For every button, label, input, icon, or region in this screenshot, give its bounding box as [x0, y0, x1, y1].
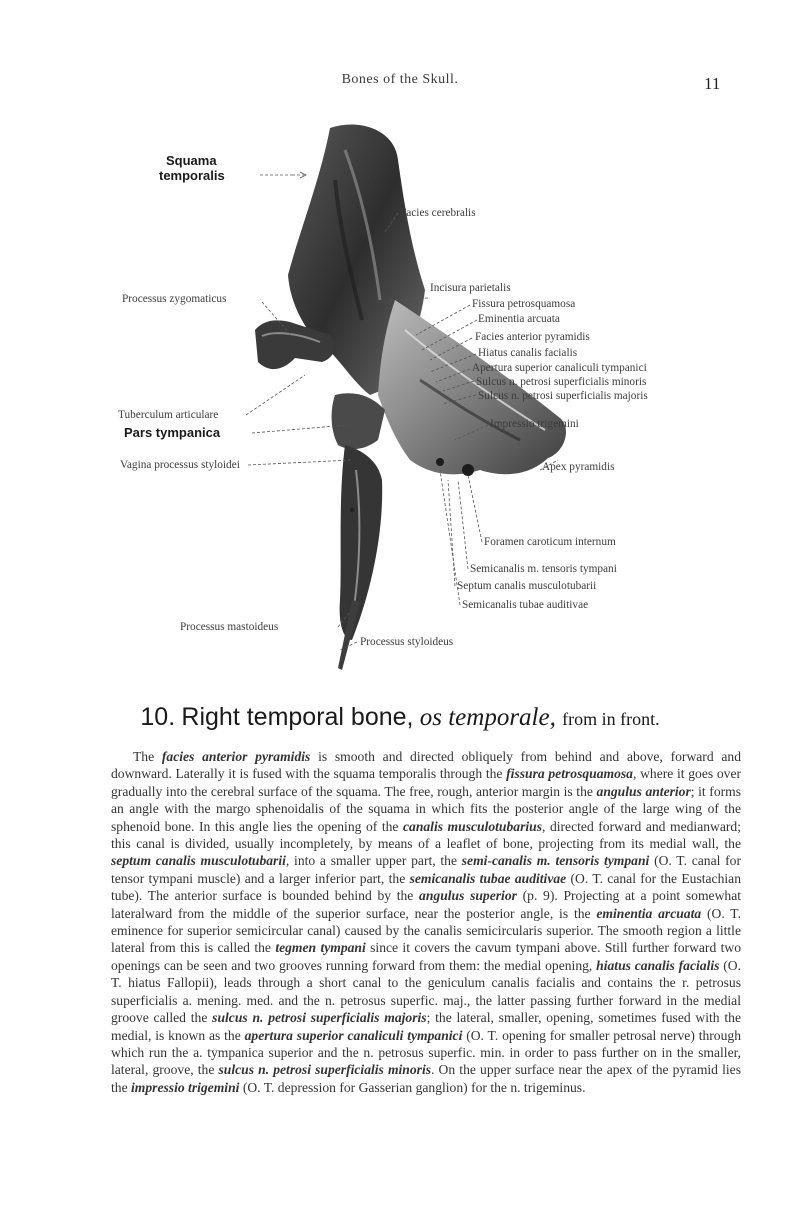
- term-sulcus-minoris: sulcus n. petrosi superficialis minoris: [218, 1062, 432, 1078]
- term-apertura-superior: apertura superior canaliculi tympanici: [244, 1027, 463, 1043]
- term-eminentia-arcuata: eminentia arcuata: [596, 905, 702, 921]
- term-sulcus-majoris: sulcus n. petrosi superficialis majoris: [212, 1010, 427, 1026]
- mastoid-process-shape: [340, 445, 383, 640]
- term-impressio-trigemini: impressio trigemini: [131, 1079, 240, 1095]
- label-hiatus: Hiatus canalis facialis: [478, 347, 578, 359]
- label-semicanalis-tensoris: Semicanalis m. tensoris tympani: [470, 563, 617, 575]
- label-eminentia-arcuata: Eminentia arcuata: [478, 313, 560, 325]
- running-head: Bones of the Skull.: [341, 72, 459, 87]
- term-semicanalis-tubae: semicanalis tubae auditivae: [409, 870, 567, 886]
- label-sulcus-minoris: Sulcus n. petrosi superficialis minoris: [476, 376, 647, 388]
- term-hiatus-canalis-facialis: hiatus canalis facialis: [596, 957, 720, 973]
- caption-number: 10.: [140, 703, 176, 731]
- label-facies-cerebralis: Facies cerebralis: [400, 207, 476, 219]
- label-sulcus-majoris: Sulcus n. petrosi superficialis majoris: [478, 390, 648, 402]
- label-vagina: Vagina processus styloidei: [120, 459, 240, 471]
- label-apex: Apex pyramidis: [542, 461, 615, 473]
- label-foramen: Foramen caroticum internum: [484, 536, 616, 548]
- tympanic-part-shape: [332, 393, 385, 449]
- label-squama-line2: temporalis: [159, 168, 225, 183]
- term-canalis-musculotubarius: canalis musculotubarius: [402, 818, 543, 834]
- term-angulus-anterior: angulus anterior: [596, 783, 691, 799]
- label-impressio: Impressio trigemini: [490, 418, 579, 430]
- page-number: 11: [704, 74, 721, 93]
- body-paragraph: The facies anterior pyramidis is smooth and directed obliquely from behind and above, forward and downward. Laterally it is fused with the squama temporalis through the fissura petrosquamosa, where it goes over gradually into the cerebral surface of the squama. The free, rough, anterior margin is the angulus anterior; it forms an angle with the margo sphenoidalis of the squama in which fits the posterior angle of the large wing of the sphenoid bone. In this angle lies the opening of the canalis musculotubarius, directed forward and medianward; this canal is divided, usually incompletely, by means of a leaflet of bone, projecting from its medial wall, the septum canalis musculotubarii, into a smaller upper part, the semi-canalis m. tensoris tympani (O. T. canal for tensor tympani muscle) and a larger inferior part, the semicanalis tubae auditivae (O. T. canal for the Eustachian tube). The anterior surface is bounded behind by the angulus superior (p. 9). Projecting at a point somewhat lateralward from the middle of the superior surface, near the posterior angle, is the eminentia arcuata (O. T. eminence for superior semicircular canal) caused by the canalis semicircularis superior. The smooth region a little lateral from this is called the tegmen tympani since it covers the cavum tympani above. Still further forward two openings can be seen and two grooves running forward from them: the medial opening, hiatus canalis facialis (O. T. hiatus Fallopii), leads through a short canal to the geniculum canalis facialis and contains the r. petrosus superficialis a. mening. med. and the n. petrosus superfic. maj., the latter passing further forward in the medial groove called the sulcus n. petrosi superficialis majoris; the lateral, smaller, opening, sometimes fused with the medial, is known as the apertura superior canaliculi tympanici (O. T. opening for smaller petrosal nerve) through which run the a. tympanica superior and the n. petrosus superfic. min. in order to pass further on in the smaller, lateral, groove, the sulcus n. petrosi superficialis minoris. On the upper surface near the apex of the pyramid lies the impressio trigemini (O. T. depression for Gasserian ganglion) for the n. trigeminus.: [111, 749, 742, 1095]
- label-processus-mastoideus: Processus mastoideus: [180, 621, 279, 633]
- term-septum: septum canalis musculotubarii: [111, 853, 286, 869]
- label-incisura-parietalis: Incisura parietalis: [430, 282, 511, 294]
- figure-caption: [0, 703, 800, 732]
- label-tuberculum: Tuberculum articulare: [118, 409, 219, 421]
- label-fissura-petrosquamosa: Fissura petrosquamosa: [472, 298, 576, 310]
- label-pars-tympanica: Pars tympanica: [124, 425, 221, 440]
- term-fissura-petrosquamosa: fissura petrosquamosa: [506, 766, 633, 782]
- label-processus-zygomaticus: Processus zygomaticus: [122, 293, 227, 305]
- label-processus-styloideus: Processus styloideus: [360, 636, 454, 648]
- caption-tail: from in front.: [562, 709, 660, 729]
- caption-main: Right temporal bone,: [181, 703, 414, 731]
- term-facies-anterior: facies anterior pyramidis: [161, 749, 311, 764]
- label-squama-line1: Squama: [166, 153, 217, 168]
- label-semicanalis-tubae: Semicanalis tubae auditivae: [462, 599, 589, 611]
- label-septum: Septum canalis musculotubarii: [457, 580, 597, 592]
- label-apertura: Apertura superior canaliculi tympanici: [472, 362, 647, 374]
- term-tegmen-tympani: tegmen tympani: [275, 940, 366, 956]
- label-facies-anterior: Facies anterior pyramidis: [475, 331, 590, 343]
- body-text: [111, 748, 741, 1096]
- caption-latin: os temporale,: [419, 704, 556, 731]
- term-angulus-superior: angulus superior: [419, 888, 517, 904]
- term-semicanalis-tensoris: semi-canalis m. tensoris tympani: [461, 853, 650, 869]
